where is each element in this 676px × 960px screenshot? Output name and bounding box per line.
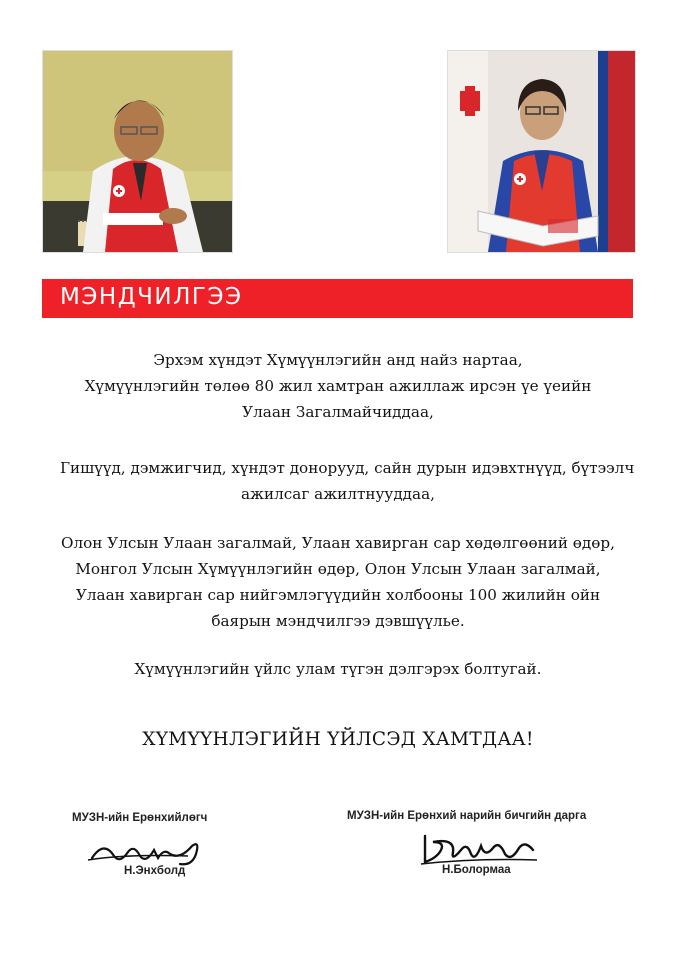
greeting-line: Олон Улсын Улаан загалмай, Улаан хавирган сар хөдөлгөөний өдөр,: [61, 534, 615, 552]
greeting-line: Хүмүүнлэгийн төлөө 80 жил хамтран ажиллаж ирсэн үе үеийн: [84, 377, 592, 395]
greeting-line: Хүмүүнлэгийн үйлс улам түгэн дэлгэрэх болтугай.: [134, 660, 542, 678]
greeting-line: Гишүүд, дэмжигчид, хүндэт донорууд, сайн дурын идэвхтнүүд, бүтээлч: [60, 459, 635, 477]
greeting-line: ажилсаг ажилтнууддаа,: [241, 485, 435, 503]
header-banner: [42, 279, 633, 318]
signatory-name: Н.Болормаа: [442, 864, 511, 876]
secretary-general-portrait: [447, 50, 636, 253]
signature-block-president: [72, 812, 272, 882]
signature-block-secretary: [347, 810, 617, 880]
portrait-photo-icon: [43, 51, 232, 252]
signatory-title: МУЗН-ийн Ерөнхийлөгч: [72, 812, 208, 824]
handwritten-signature-icon: [415, 828, 545, 868]
banner-title: МЭНДЧИЛГЭЭ: [60, 284, 243, 310]
greeting-line: баярын мэндчилгээ дэвшүүлье.: [211, 612, 465, 630]
greeting-line: Эрхэм хүндэт Хүмүүнлэгийн анд найз нартаа,: [153, 351, 523, 369]
greeting-paragraph-1: [60, 347, 616, 425]
greeting-line: Улаан хавирган сар нийгэмлэгүүдийн холбооны 100 жилийн ойн: [75, 586, 601, 604]
greeting-paragraph-2: [60, 455, 635, 507]
greeting-paragraph-3: [60, 530, 616, 634]
signatory-name: Н.Энхболд: [124, 865, 186, 877]
portrait-photo-icon: [448, 51, 635, 252]
signatory-title: МУЗН-ийн Ерөнхий нарийн бичгийн дарга: [347, 810, 587, 822]
greeting-line: Улаан Загалмайчиддаа,: [242, 403, 434, 421]
slogan: ХҮМҮҮНЛЭГИЙН ҮЙЛСЭД ХАМТДАА!: [142, 729, 534, 750]
greeting-paragraph-4: [60, 656, 616, 682]
handwritten-signature-icon: [84, 830, 214, 870]
president-portrait: [42, 50, 233, 253]
greeting-line: Монгол Улсын Хүмүүнлэгийн өдөр, Олон Улсын Улаан загалмай,: [75, 560, 601, 578]
